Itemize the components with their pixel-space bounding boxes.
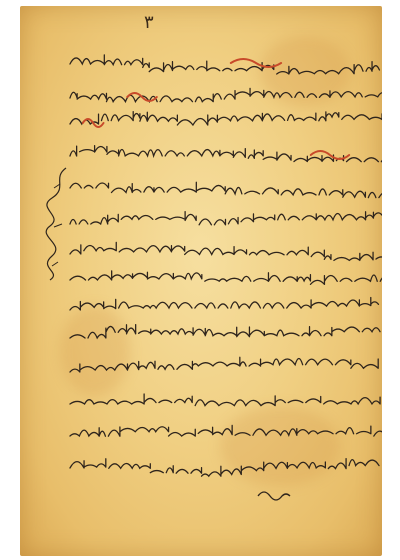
handwritten-line [68,240,364,262]
rubric-mark [83,119,104,127]
handwritten-line [68,50,364,72]
handwritten-line [68,324,364,346]
handwritten-line [68,210,364,232]
paper-stain [60,306,130,396]
handwritten-line [68,84,364,106]
handwritten-line [68,174,364,196]
manuscript-page [20,6,382,556]
handwritten-line [68,454,364,476]
handwritten-line [68,422,364,444]
folio-number: ٣ [144,12,154,33]
handwritten-line [68,358,364,380]
handwritten-line [68,266,364,288]
handwritten-line [68,296,364,318]
handwritten-line [68,390,364,412]
rubric-mark [231,59,281,67]
catchword [256,486,292,502]
marginal-note [42,164,72,284]
handwritten-line [68,142,364,164]
handwritten-line [68,110,364,132]
